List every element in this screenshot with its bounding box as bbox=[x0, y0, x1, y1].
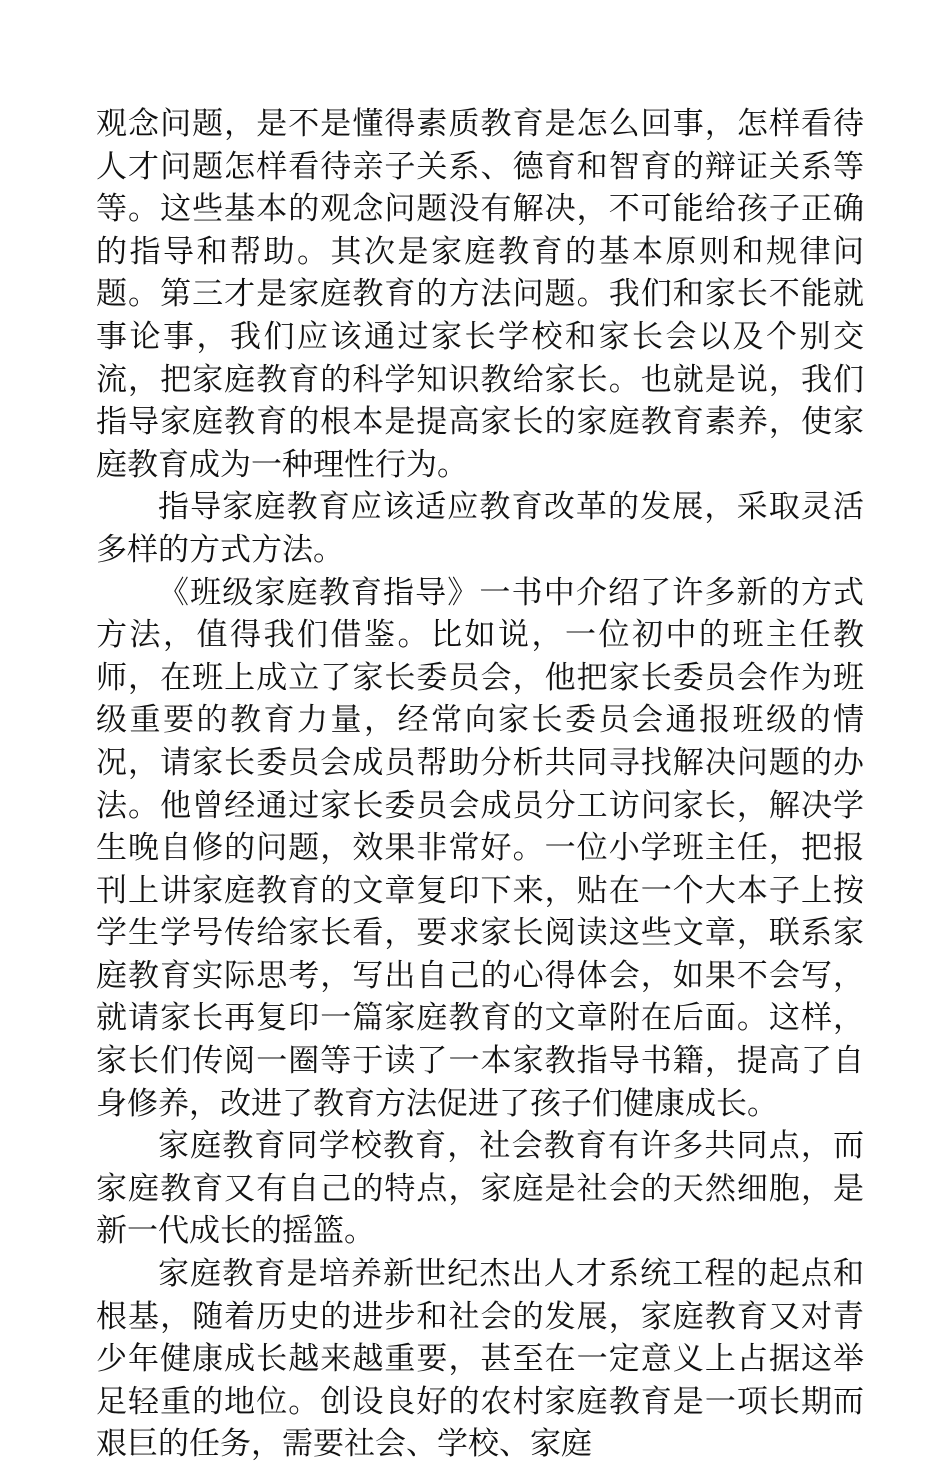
paragraph-1: 观念问题，是不是懂得素质教育是怎么回事，怎样看待人才问题怎样看待亲子关系、德育和智育的辩证关系等等。这些基本的观念问题没有解决，不可能给孩子正确的指导和帮助。其次是家庭教育的基本原则和规律问题。第三才是家庭教育的方法问题。我们和家长不能就事论事，我们应该通过家长学校和家长会以及个别交流，把家庭教育的科学知识教给家长。也就是说，我们指导家庭教育的根本是提高家长的家庭教育素养，使家庭教育成为一种理性行为。 bbox=[96, 106, 864, 483]
paragraph-5: 家庭教育是培养新世纪杰出人才系统工程的起点和根基，随着历史的进步和社会的发展，家庭教育又对青少年健康成长越来越重要，甚至在一定意义上占据这举足轻重的地位。创设良好的农村家庭教育是一项长期而艰巨的任务，需要社会、学校、家庭 bbox=[96, 1256, 864, 1463]
paragraph-2: 指导家庭教育应该适应教育改革的发展，采取灵活多样的方式方法。 bbox=[96, 489, 864, 568]
paragraph-4: 家庭教育同学校教育，社会教育有许多共同点，而家庭教育又有自己的特点，家庭是社会的天然细胞，是新一代成长的摇篮。 bbox=[96, 1128, 864, 1250]
paragraph-3: 《班级家庭教育指导》一书中介绍了许多新的方式方法，值得我们借鉴。比如说，一位初中的班主任教师，在班上成立了家长委员会，他把家长委员会作为班级重要的教育力量，经常向家长委员会通报班级的情况，请家长委员会成员帮助分析共同寻找解决问题的办法。他曾经通过家长委员会成员分工访问家长，解决学生晚自修的问题，效果非常好。一位小学班主任，把报刊上讲家庭教育的文章复印下来，贴在一个大本子上按学生学号传给家长看，要求家长阅读这些文章，联系家庭教育实际思考，写出自己的心得体会，如果不会写，就请家长再复印一篇家庭教育的文章附在后面。这样，家长们传阅一圈等于读了一本家教指导书籍，提高了自身修养，改进了教育方法促进了孩子们健康成长。 bbox=[96, 574, 864, 1122]
document-page bbox=[96, 103, 864, 1466]
